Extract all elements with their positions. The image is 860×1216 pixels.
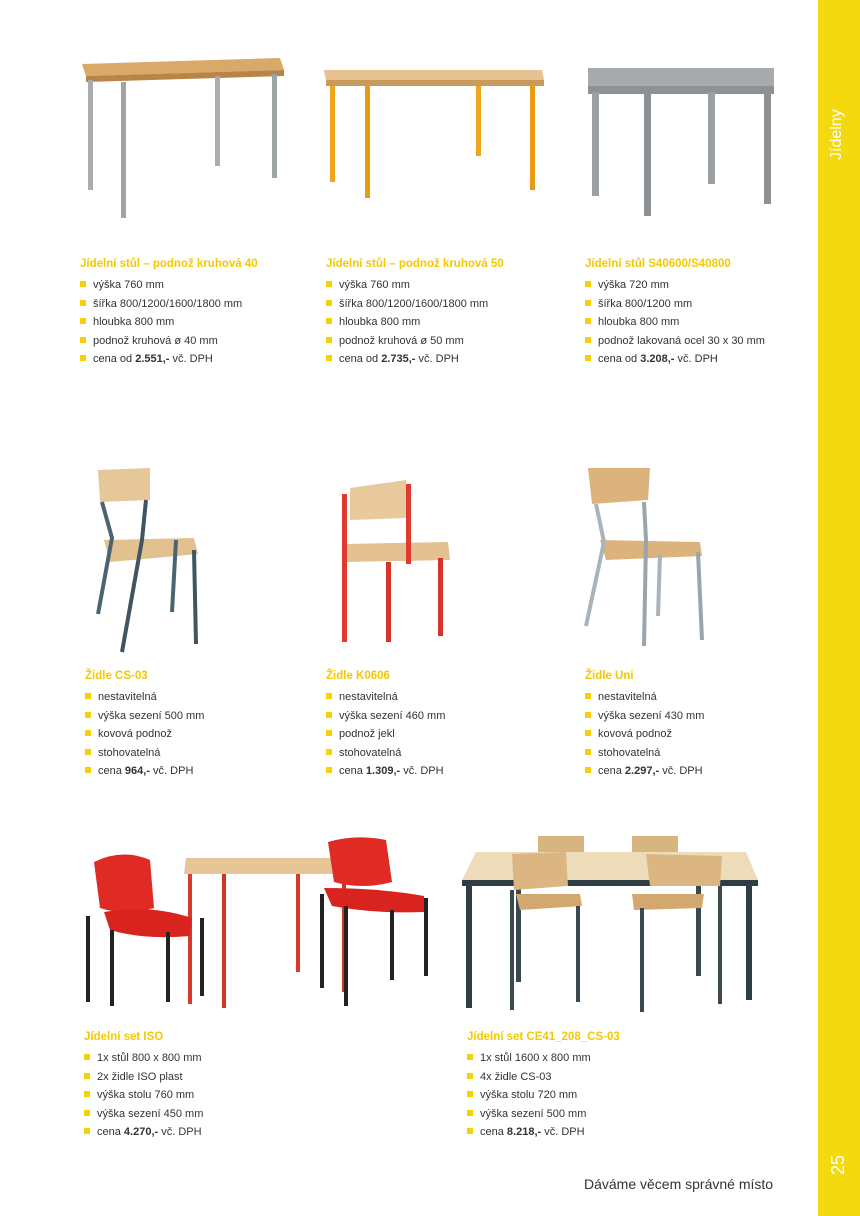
spec-list: [326, 276, 504, 369]
spec-list: [585, 688, 704, 781]
bullet-square-icon: [585, 355, 591, 361]
bullet-square-icon: [467, 1073, 473, 1079]
spec-list: [84, 1049, 203, 1142]
bullet-square-icon: [80, 337, 86, 343]
spec-item: kovová podnož: [585, 725, 704, 744]
spec-item: hloubka 800 mm: [80, 313, 258, 332]
spec-item: stohovatelná: [585, 744, 704, 763]
product-title: Jídelní stůl – podnož kruhová 50: [326, 258, 504, 270]
spec-item: výška 720 mm: [585, 276, 765, 295]
product-table-s40600: [585, 258, 765, 369]
bullet-square-icon: [326, 730, 332, 736]
spec-item: podnož kruhová ø 40 mm: [80, 332, 258, 351]
spec-item: podnož jekl: [326, 725, 445, 744]
price-item: cena 8.218,- vč. DPH: [467, 1123, 620, 1142]
spec-item: podnož kruhová ø 50 mm: [326, 332, 504, 351]
sidebar: [818, 0, 860, 1216]
product-chair-uni: [585, 670, 704, 781]
bullet-square-icon: [585, 300, 591, 306]
chair-image-cs03: [90, 464, 214, 654]
section-title: Jídelny: [828, 109, 845, 161]
price: 1.309,-: [365, 765, 401, 778]
bullet-square-icon: [326, 355, 332, 361]
bullet-square-icon: [326, 712, 332, 718]
spec-list: [326, 688, 445, 781]
product-title: Jídelní stůl – podnož kruhová 40: [80, 258, 258, 270]
spec-item: 1x stůl 1600 x 800 mm: [467, 1049, 620, 1068]
spec-item: výška sezení 500 mm: [85, 707, 204, 726]
bullet-square-icon: [326, 693, 332, 699]
bullet-square-icon: [84, 1091, 90, 1097]
product-set-ce41: [467, 1031, 620, 1142]
bullet-square-icon: [467, 1091, 473, 1097]
price: 3.208,-: [640, 353, 675, 366]
price-item: cena 1.309,- vč. DPH: [326, 762, 445, 781]
bullet-square-icon: [585, 712, 591, 718]
bullet-square-icon: [80, 355, 86, 361]
bullet-square-icon: [585, 318, 591, 324]
bullet-square-icon: [84, 1128, 90, 1134]
bullet-square-icon: [326, 767, 332, 773]
bullet-square-icon: [85, 693, 91, 699]
bullet-square-icon: [84, 1110, 90, 1116]
product-title: Jídelní stůl S40600/S40800: [585, 258, 731, 270]
spec-item: nestavitelná: [85, 688, 204, 707]
bullet-square-icon: [585, 730, 591, 736]
spec-item: výška sezení 430 mm: [585, 707, 704, 726]
bullet-square-icon: [85, 749, 91, 755]
bullet-square-icon: [585, 337, 591, 343]
footer-slogan: Dáváme věcem správné místo: [584, 1176, 774, 1192]
bullet-square-icon: [326, 318, 332, 324]
spec-item: šířka 800/1200/1600/1800 mm: [80, 295, 258, 314]
spec-item: výška stolu 720 mm: [467, 1086, 620, 1105]
product-title: Židle Uni: [585, 670, 634, 682]
chair-image-k0606: [334, 474, 458, 644]
bullet-square-icon: [585, 767, 591, 773]
spec-item: výška sezení 460 mm: [326, 707, 445, 726]
bullet-square-icon: [85, 767, 91, 773]
price: 4.270,-: [123, 1126, 159, 1139]
spec-item: výška sezení 450 mm: [84, 1105, 203, 1124]
bullet-square-icon: [585, 281, 591, 287]
bullet-square-icon: [467, 1054, 473, 1060]
price-item: cena 4.270,- vč. DPH: [84, 1123, 203, 1142]
spec-item: výška stolu 760 mm: [84, 1086, 203, 1105]
price-item: cena 2.297,- vč. DPH: [585, 762, 704, 781]
price: 964,-: [124, 765, 150, 778]
product-table-50: [326, 258, 504, 369]
price-item: cena od 2.551,- vč. DPH: [80, 350, 258, 369]
price-item: cena od 2.735,- vč. DPH: [326, 350, 504, 369]
dining-set-ce41-image: [456, 834, 762, 1014]
spec-list: [585, 276, 765, 369]
table-image-1: [72, 52, 288, 222]
product-chair-cs03: [85, 670, 204, 781]
spec-item: 2x židle ISO plast: [84, 1068, 203, 1087]
spec-item: výška 760 mm: [326, 276, 504, 295]
dining-set-iso-image: [80, 834, 440, 1010]
table-image-2: [320, 62, 548, 198]
price-item: cena od 3.208,- vč. DPH: [585, 350, 765, 369]
product-title: Jídelní set CE41_208_CS-03: [467, 1031, 620, 1043]
spec-list: [467, 1049, 620, 1142]
product-title: Židle K0606: [326, 670, 390, 682]
bullet-square-icon: [85, 730, 91, 736]
bullet-square-icon: [84, 1073, 90, 1079]
spec-item: stohovatelná: [326, 744, 445, 763]
spec-item: výška 760 mm: [80, 276, 258, 295]
bullet-square-icon: [80, 281, 86, 287]
spec-list: [85, 688, 204, 781]
bullet-square-icon: [80, 300, 86, 306]
spec-item: výška sezení 500 mm: [467, 1105, 620, 1124]
bullet-square-icon: [326, 300, 332, 306]
spec-item: podnož lakovaná ocel 30 x 30 mm: [585, 332, 765, 351]
spec-item: kovová podnož: [85, 725, 204, 744]
price: 2.551,-: [135, 353, 170, 366]
bullet-square-icon: [467, 1110, 473, 1116]
product-title: Židle CS-03: [85, 670, 148, 682]
product-set-iso: [84, 1031, 203, 1142]
bullet-square-icon: [326, 281, 332, 287]
bullet-square-icon: [326, 337, 332, 343]
bullet-square-icon: [84, 1054, 90, 1060]
spec-item: šířka 800/1200/1600/1800 mm: [326, 295, 504, 314]
product-title: Jídelní set ISO: [84, 1031, 164, 1043]
spec-item: 4x židle CS-03: [467, 1068, 620, 1087]
price-item: cena 964,- vč. DPH: [85, 762, 204, 781]
table-image-3: [584, 62, 780, 220]
price: 2.735,-: [381, 353, 416, 366]
spec-item: nestavitelná: [585, 688, 704, 707]
page-number: 25: [828, 1154, 848, 1176]
product-table-40: [80, 258, 258, 369]
spec-item: 1x stůl 800 x 800 mm: [84, 1049, 203, 1068]
spec-item: stohovatelná: [85, 744, 204, 763]
bullet-square-icon: [467, 1128, 473, 1134]
bullet-square-icon: [585, 693, 591, 699]
price: 8.218,-: [506, 1126, 542, 1139]
price: 2.297,-: [624, 765, 660, 778]
bullet-square-icon: [326, 749, 332, 755]
spec-item: hloubka 800 mm: [326, 313, 504, 332]
spec-item: nestavitelná: [326, 688, 445, 707]
product-chair-k0606: [326, 670, 445, 781]
bullet-square-icon: [80, 318, 86, 324]
chair-image-uni: [584, 466, 710, 652]
spec-item: hloubka 800 mm: [585, 313, 765, 332]
bullet-square-icon: [85, 712, 91, 718]
spec-item: šířka 800/1200 mm: [585, 295, 765, 314]
bullet-square-icon: [585, 749, 591, 755]
spec-list: [80, 276, 258, 369]
